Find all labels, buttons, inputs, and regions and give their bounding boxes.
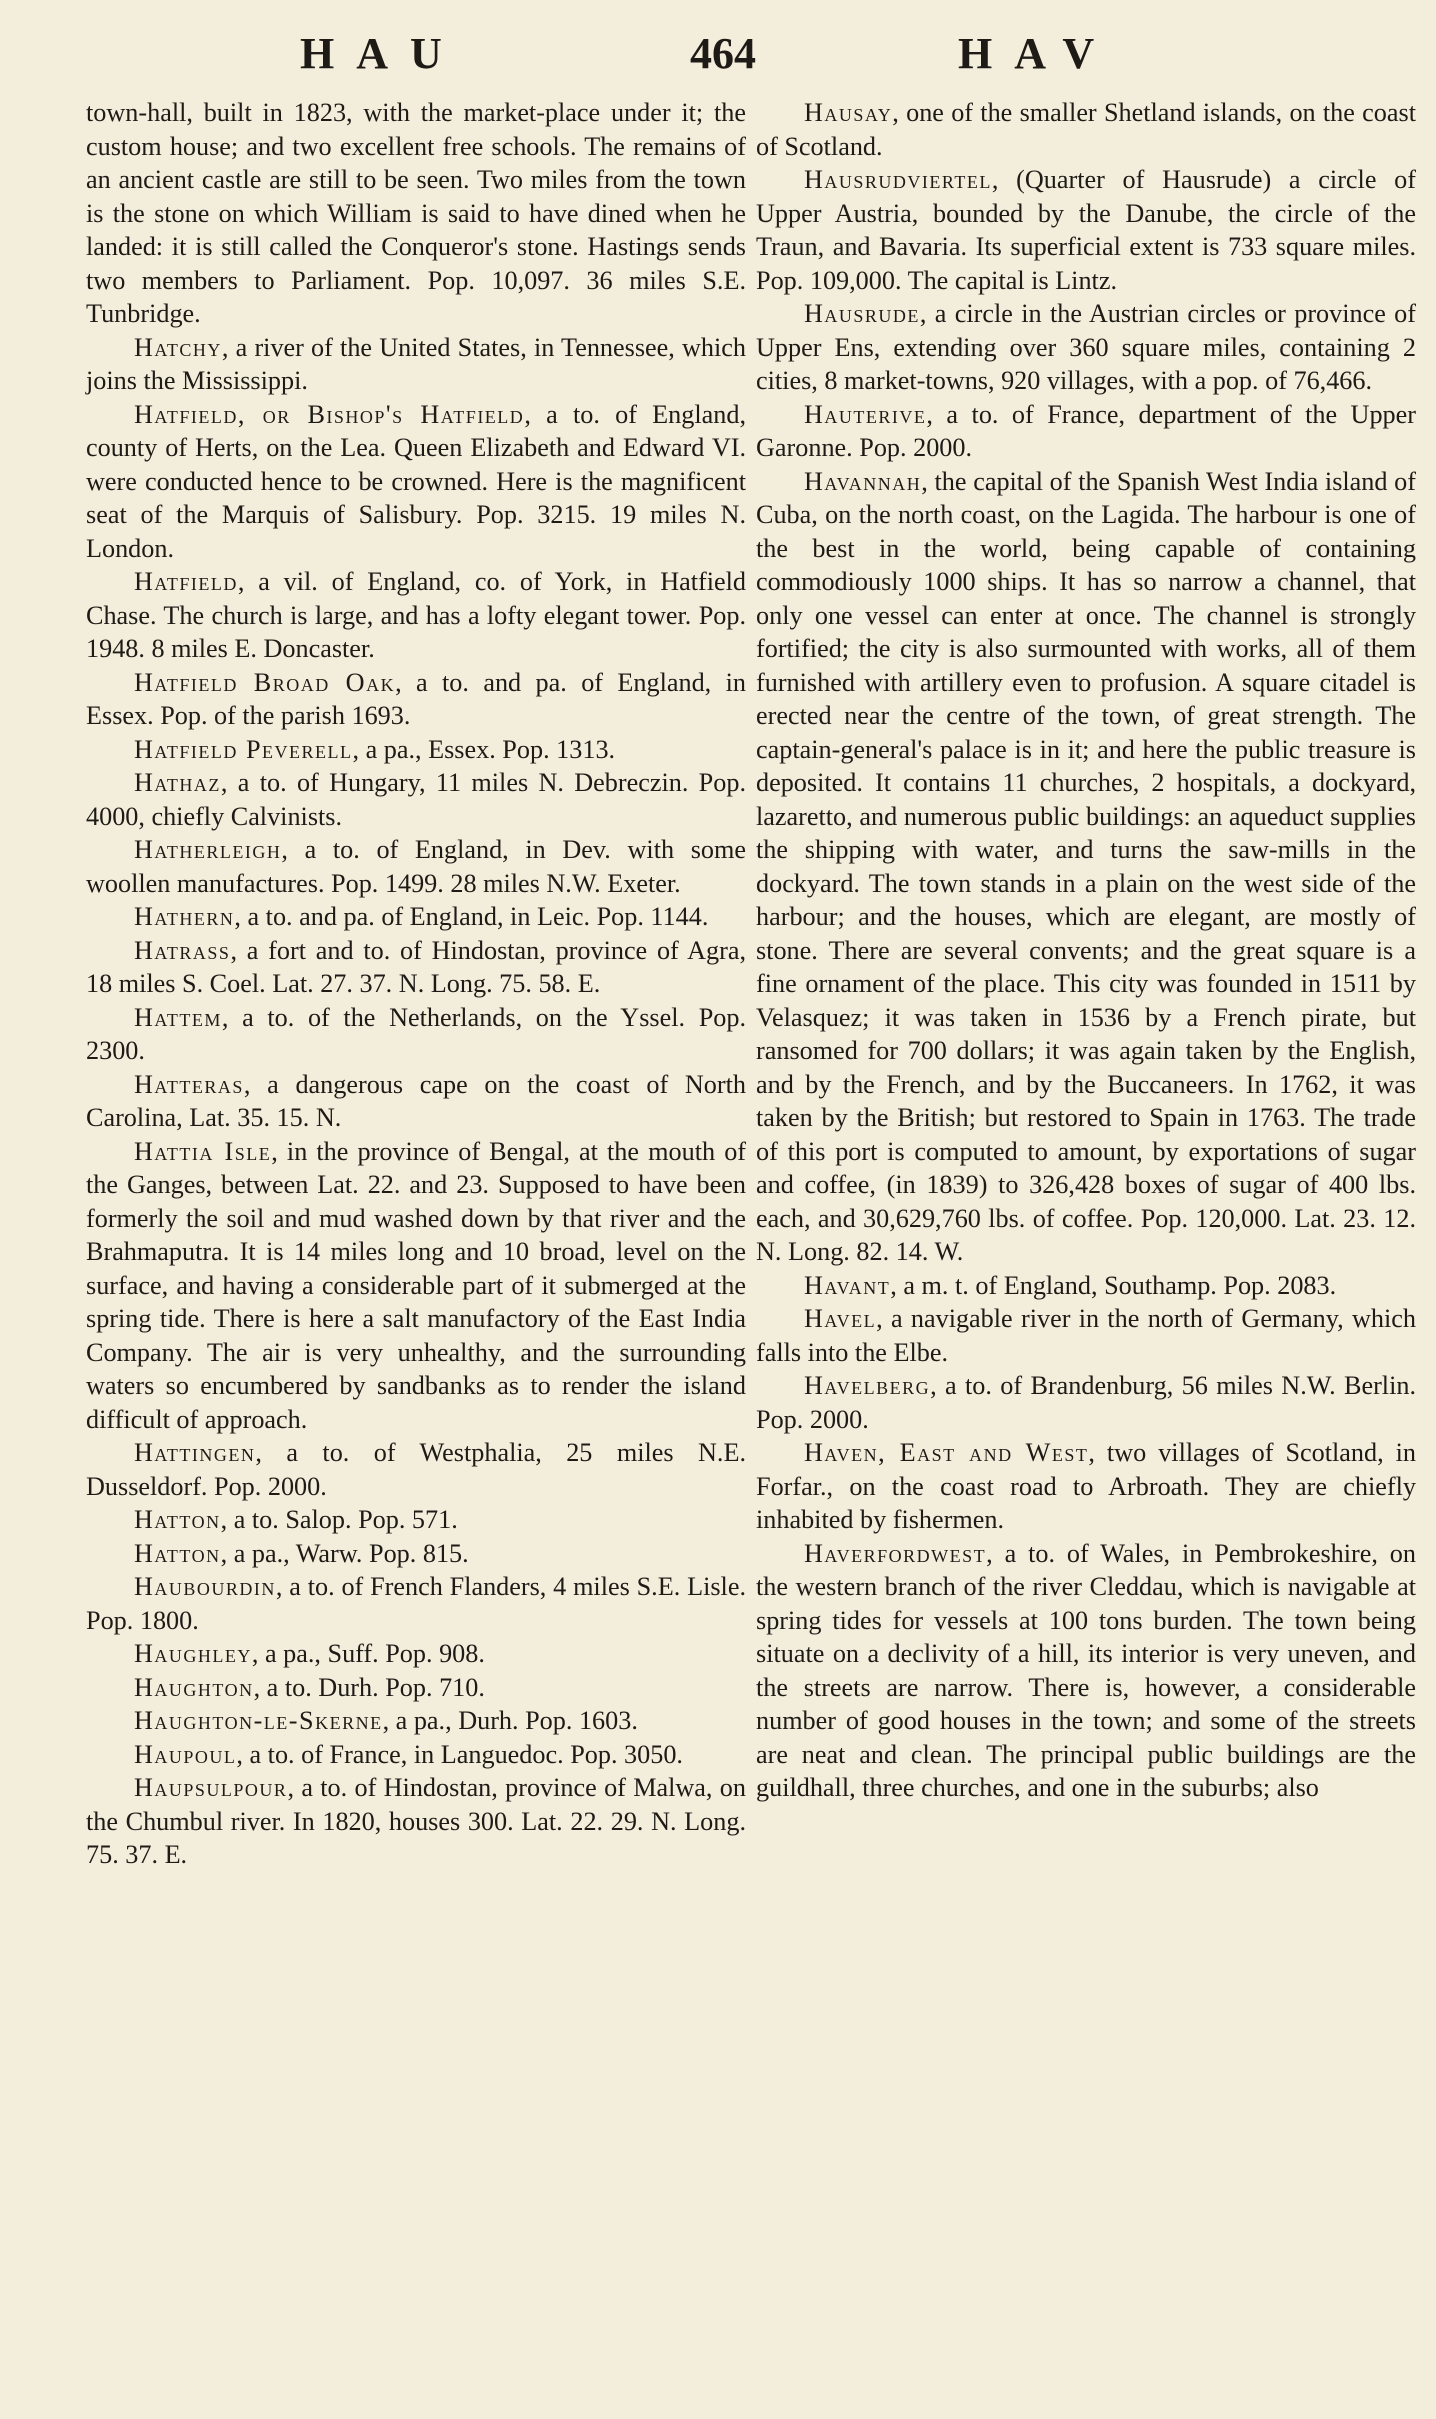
gazetteer-entry <box>756 297 1416 398</box>
gazetteer-entry <box>86 398 746 566</box>
entry-headword: Haverfordwest <box>804 1538 987 1568</box>
entry-text: , a to. of England, county of Herts, on the Lea. Queen Elizabeth and Edward VI. were conducted hence to be crowned. Here is the magnificent seat of the Marquis of Salisbury. Pop. 3215. 19 miles N. London. <box>86 399 747 563</box>
gazetteer-entry <box>756 96 1416 163</box>
entry-text: , a dangerous cape on the coast of North Carolina, Lat. 35. 15. N. <box>86 1069 746 1132</box>
entry-text: , a to. Durh. Pop. 710. <box>253 1672 485 1702</box>
gazetteer-entry <box>86 934 746 1001</box>
entry-text: , (Quarter of Hausrude) a circle of Upper Austria, bounded by the Danube, the circle of the Traun, and Bavaria. Its superficial extent is 733 square miles. Pop. 109,000. The capital is Lintz. <box>756 165 1416 295</box>
gazetteer-entry <box>86 331 746 398</box>
entry-text: , a pa., Essex. Pop. 1313. <box>352 734 616 764</box>
entry-text: , in the province of Bengal, at the mouth of the Ganges, between Lat. 22. and 23. Supposed to have been formerly the soil and mud washed down by that river and the Brahmaputra. It is 14 miles long and 10 broad, level on the surface, and having a considerable part of it submerged at the spring tide. There is here a salt manufactory of the East India Company. The air is very unhealthy, and the surrounding waters so encumbered by sandbanks as to render the island difficult of approach. <box>86 1136 747 1434</box>
entry-text: town-hall, built in 1823, with the market-place under it; the custom house; and two excellent free schools. The remains of an ancient castle are still to be seen. Two miles from the town is the stone on which William is said to have dined when he landed: it is still called the Conqueror's stone. Hastings sends two members to Parliament. Pop. 10,097. 36 miles S.E. Tunbridge. <box>86 98 746 328</box>
entry-headword: Hatherleigh <box>134 835 282 864</box>
gazetteer-entry <box>756 1537 1416 1805</box>
gazetteer-entry <box>756 1302 1416 1369</box>
entry-text: , a circle in the Austrian circles or province of Upper Ens, extending over 360 square miles, containing 2 cities, 8 market-towns, 920 villages, with a pop. of 76,466. <box>756 299 1416 395</box>
entry-text: , a vil. of England, co. of York, in Hatfield Chase. The church is large, and has a lofty elegant tower. Pop. 1948. 8 miles E. Doncaster. <box>86 567 746 663</box>
entry-headword: Hathern <box>134 902 235 931</box>
entry-headword: Haupsulpour <box>134 1773 288 1802</box>
gazetteer-entry <box>86 1671 746 1705</box>
entry-headword: Havant <box>804 1270 891 1300</box>
gazetteer-entry <box>86 733 746 767</box>
entry-headword: Hattem <box>134 1002 222 1032</box>
gazetteer-entry <box>86 565 746 666</box>
entry-headword: Havel <box>804 1304 877 1333</box>
entry-text: , a river of the United States, in Tennessee, which joins the Mississippi. <box>86 332 746 395</box>
gazetteer-entry <box>86 1503 746 1537</box>
entry-headword: Hathaz <box>134 768 221 797</box>
right-column <box>756 96 1416 1805</box>
entry-text: , a pa., Warw. Pop. 815. <box>220 1538 469 1568</box>
entry-text: , a to. of Westphalia, 25 miles N.E. Dusseldorf. Pop. 2000. <box>86 1438 746 1501</box>
entry-headword: Hatfield, or Bishop's Hatfield <box>134 399 525 429</box>
entry-text: , a to. and pa. of England, in Essex. Pop. of the parish 1693. <box>86 667 746 730</box>
entry-text: , a to. and pa. of England, in Leic. Pop. 1144. <box>234 902 709 931</box>
gazetteer-entry <box>86 1436 746 1503</box>
entry-headword: Hatton <box>134 1505 221 1534</box>
entry-headword: Hausrude <box>804 299 920 328</box>
entry-text: , a to. of Hungary, 11 miles N. Debreczin. Pop. 4000, chiefly Calvinists. <box>86 768 746 831</box>
gazetteer-entry <box>756 465 1416 1269</box>
entry-text: , one of the smaller Shetland islands, on the coast of Scotland. <box>756 98 1416 161</box>
entry-headword: Hattingen <box>134 1438 256 1467</box>
gazetteer-entry <box>86 96 746 331</box>
entry-headword: Hausay <box>804 98 893 127</box>
entry-headword: Haven, East and West <box>804 1438 1089 1467</box>
entry-text: , a to. of Wales, in Pembrokeshire, on the western branch of the river Cleddau, which is navigable at spring tides for vessels at 100 tons burden. The town being situate on a declivity of a hill, its interior is very uneven, and the streets are narrow. There is, however, a considerable number of good houses in the town; and some of the streets are neat and clean. The principal public buildings are the guildhall, three churches, and one in the suburbs; also <box>756 1538 1416 1802</box>
entry-headword: Hauterive <box>804 399 927 429</box>
gazetteer-entry <box>86 1738 746 1772</box>
gazetteer-entry <box>756 398 1416 465</box>
entry-headword: Haughton <box>134 1672 254 1702</box>
gazetteer-entry <box>86 900 746 934</box>
gazetteer-entry <box>86 1637 746 1671</box>
entry-text: , a to. of France, in Languedoc. Pop. 3050. <box>236 1739 683 1769</box>
entry-headword: Hattia Isle <box>134 1136 272 1166</box>
header-left-letters: HAU <box>300 29 464 78</box>
entry-text: , a pa., Suff. Pop. 908. <box>251 1639 485 1668</box>
entry-text: , a to. of England, in Dev. with some woollen manufactures. Pop. 1499. 28 miles N.W. Exeter. <box>86 835 746 898</box>
entry-text: , a to. Salop. Pop. 571. <box>220 1505 458 1534</box>
gazetteer-entry <box>86 1001 746 1068</box>
gazetteer-entry <box>756 163 1416 297</box>
entry-headword: Hatfield <box>134 567 238 596</box>
entry-headword: Haughton-le-Skerne <box>134 1706 383 1735</box>
gazetteer-entry <box>86 1537 746 1571</box>
entry-headword: Havannah <box>804 466 922 496</box>
entry-text: , two villages of Scotland, in Forfar., on the coast road to Arbroath. They are chiefly inhabited by fishermen. <box>756 1438 1417 1534</box>
gazetteer-entry <box>756 1436 1416 1537</box>
gazetteer-entry <box>86 833 746 900</box>
entry-text: , a to. of the Netherlands, on the Yssel. Pop. 2300. <box>86 1002 746 1065</box>
gazetteer-entry <box>756 1269 1416 1303</box>
gazetteer-entry <box>86 1068 746 1135</box>
entry-headword: Hatton <box>134 1538 221 1568</box>
left-column <box>86 96 746 1872</box>
entry-text: , a to. of Hindostan, province of Malwa, on the Chumbul river. In 1820, houses 300. Lat. 22. 29. N. Long. 75. 37. E. <box>86 1773 746 1869</box>
entry-headword: Haubourdin <box>134 1572 276 1601</box>
entry-headword: Hausrudviertel <box>804 165 992 194</box>
gazetteer-entry <box>756 1369 1416 1436</box>
entry-headword: Hatteras <box>134 1069 244 1099</box>
entry-text: , a to. of Brandenburg, 56 miles N.W. Berlin. Pop. 2000. <box>756 1371 1416 1434</box>
entry-text: , a to. of French Flanders, 4 miles S.E. Lisle. Pop. 1800. <box>86 1572 746 1635</box>
entry-headword: Hatchy <box>134 332 222 362</box>
entry-headword: Hatrass <box>134 935 231 965</box>
header-right-letters: HAV <box>958 29 1117 78</box>
entry-text: , a fort and to. of Hindostan, province of Agra, 18 miles S. Coel. Lat. 27. 37. N. Long. 75. 58. E. <box>86 935 746 998</box>
gazetteer-entry <box>86 1570 746 1637</box>
entry-text: , a to. of France, department of the Upper Garonne. Pop. 2000. <box>756 399 1416 462</box>
page-number: 464 <box>690 29 756 78</box>
entry-text: , a navigable river in the north of Germany, which falls into the Elbe. <box>756 1304 1416 1367</box>
gazetteer-entry <box>86 666 746 733</box>
gazetteer-entry <box>86 766 746 833</box>
running-header <box>0 28 1436 88</box>
entry-text: , a pa., Durh. Pop. 1603. <box>382 1706 638 1735</box>
entry-headword: Hatfield Peverell <box>134 734 353 764</box>
entry-headword: Hatfield Broad Oak <box>134 667 396 697</box>
entry-text: , the capital of the Spanish West India island of Cuba, on the north coast, on the Lagida. The harbour is one of the best in the world, being capable of containing commodiously 1000 ships. It has so narrow a channel, that only one vessel can enter at once. The channel is strongly fortified; the city is also surmounted with works, all of them furnished with artillery even to profusion. A square citadel is erected near the centre of the town, of great strength. The captain-general's palace is in it; and here the public treasure is deposited. It contains 11 churches, 2 hospitals, a dockyard, lazaretto, and numerous public buildings: an aqueduct supplies the shipping with water, and turns the saw-mills in the dockyard. The town stands in a plain on the west side of the harbour; and the houses, which are elegant, are mostly of stone. There are several convents; and the great square is a fine ornament of the place. This city was founded in 1511 by Velasquez; it was taken in 1536 by a French pirate, but ransomed for 700 dollars; it was again taken by the English, and by the French, and by the Buccaneers. In 1762, it was taken by the British; but restored to Spain in 1763. The trade of this port is computed to amount, by exportations of sugar and coffee, (in 1839) to 326,428 boxes of sugar of 400 lbs. each, and 30,629,760 lbs. of coffee. Pop. 120,000. Lat. 23. 12. N. Long. 82. 14. W. <box>756 466 1416 1266</box>
gazetteer-entry <box>86 1704 746 1738</box>
gazetteer-entry <box>86 1135 746 1437</box>
entry-headword: Haupoul <box>134 1739 237 1769</box>
entry-headword: Haughley <box>134 1639 252 1668</box>
entry-headword: Havelberg <box>804 1371 931 1400</box>
entry-text: , a m. t. of England, Southamp. Pop. 2083. <box>890 1270 1337 1300</box>
gazetteer-entry <box>86 1771 746 1872</box>
